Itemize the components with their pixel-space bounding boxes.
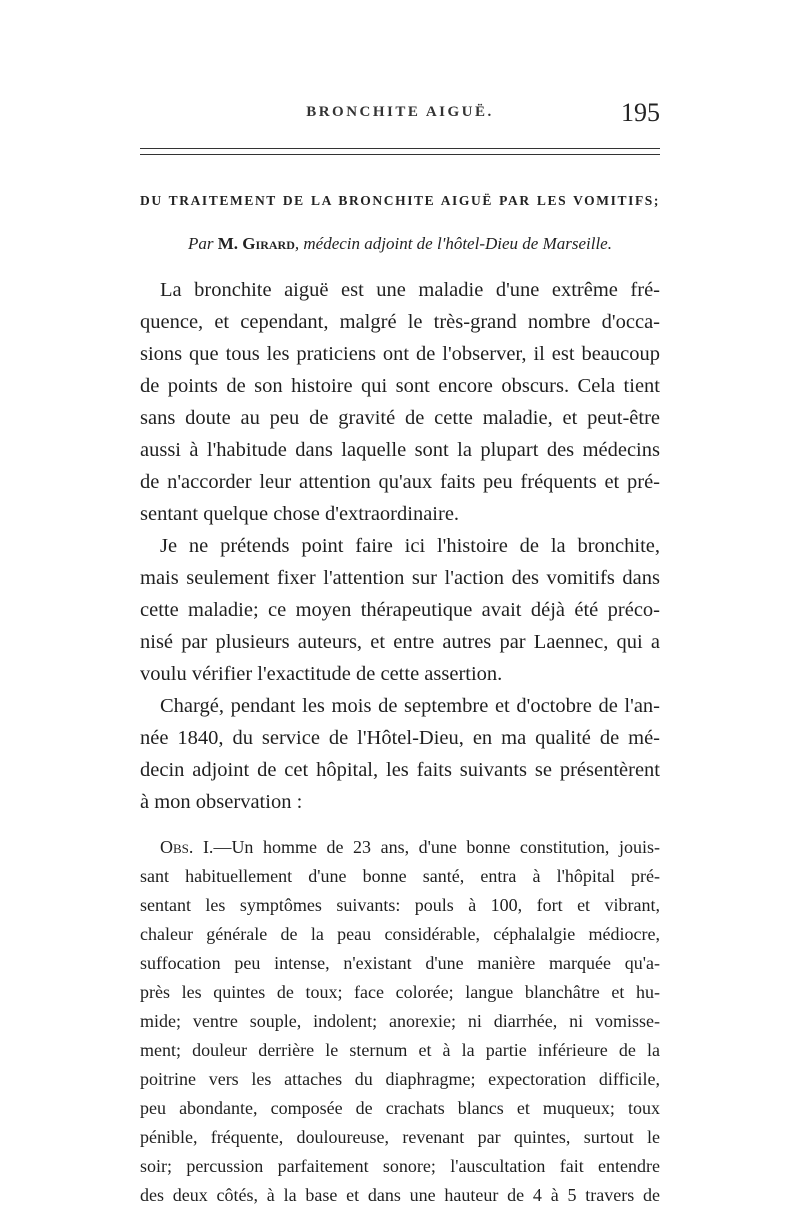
text-line: près les quintes de toux; face colorée; langue blanchâtre et hu-	[140, 982, 660, 1002]
text-line: suffocation peu intense, n'existant d'une manière marquée qu'a-	[140, 953, 660, 973]
text-line: mais seulement fixer l'attention sur l'action des vomitifs dans	[140, 567, 660, 589]
text-line: ment; douleur derrière le sternum et à la partie inférieure de la	[140, 1040, 660, 1060]
text-line: peu abondante, composée de crachats blancs et muqueux; toux	[140, 1098, 660, 1118]
header-rule-top	[140, 148, 660, 149]
text-line: poitrine vers les attaches du diaphragme; expectoration difficile,	[140, 1069, 660, 1089]
text-line: sant habituellement d'une bonne santé, entra à l'hôpital pré-	[140, 866, 660, 886]
byline-affiliation: , médecin adjoint de l'hôtel-Dieu de Marseille.	[294, 234, 612, 253]
page-number: 195	[621, 98, 660, 127]
text-line: soir; percussion parfaitement sonore; l'auscultation fait entendre	[140, 1156, 660, 1176]
text-line: de n'accorder leur attention qu'aux faits peu fréquents et pré-	[140, 471, 660, 493]
text-line: chaleur générale de la peau considérable, céphalalgie médiocre,	[140, 924, 660, 944]
text-line: des deux côtés, à la base et dans une hauteur de 4 à 5 travers de	[140, 1185, 660, 1205]
text-line: sions que tous les praticiens ont de l'observer, il est beaucoup	[140, 343, 660, 365]
header-rule-bottom	[140, 154, 660, 155]
text-line: La bronchite aiguë est une maladie d'une extrême fré-	[160, 279, 660, 301]
text-line: mide; ventre souple, indolent; anorexie; ni diarrhée, ni vomisse-	[140, 1011, 660, 1031]
text-line: de points de son histoire qui sont encore obscurs. Cela tient	[140, 375, 660, 397]
text-line: née 1840, du service de l'Hôtel-Dieu, en ma qualité de mé-	[140, 727, 660, 749]
running-title: BRONCHITE AIGUË.	[306, 104, 494, 120]
running-head	[140, 100, 660, 134]
text-line: à mon observation :	[140, 791, 303, 813]
article-title: DU TRAITEMENT DE LA BRONCHITE AIGUË PAR LES VOMITIFS;	[140, 193, 660, 208]
byline-prefix: Par	[188, 234, 214, 253]
byline-author: M. Girard	[217, 234, 295, 253]
text-line: aussi à l'habitude dans laquelle sont la plupart des médecins	[140, 439, 660, 461]
text-line: Chargé, pendant les mois de septembre et d'octobre de l'an-	[160, 695, 660, 717]
text-line: voulu vérifier l'exactitude de cette assertion.	[140, 663, 503, 685]
text-line: Obs. I.—Un homme de 23 ans, d'une bonne constitution, jouis-	[160, 837, 660, 857]
text-line: Je ne prétends point faire ici l'histoire de la bronchite,	[160, 535, 660, 557]
text-line: sentant les symptômes suivants: pouls à 100, fort et vibrant,	[140, 895, 660, 915]
text-line: quence, et cependant, malgré le très-grand nombre d'occa-	[140, 311, 660, 333]
byline	[140, 234, 660, 254]
text-line: decin adjoint de cet hôpital, les faits suivants se présentèrent	[140, 759, 660, 781]
text-line: nisé par plusieurs auteurs, et entre autres par Laennec, qui a	[140, 631, 660, 653]
text-line: pénible, fréquente, douloureuse, revenant par quintes, surtout le	[140, 1127, 660, 1147]
observation-label: Obs. I.	[160, 837, 214, 857]
text-line: sans doute au peu de gravité de cette maladie, et peut-être	[140, 407, 660, 429]
text-line: cette maladie; ce moyen thérapeutique avait déjà été préco-	[140, 599, 660, 621]
text-line: sentant quelque chose d'extraordinaire.	[140, 503, 460, 525]
